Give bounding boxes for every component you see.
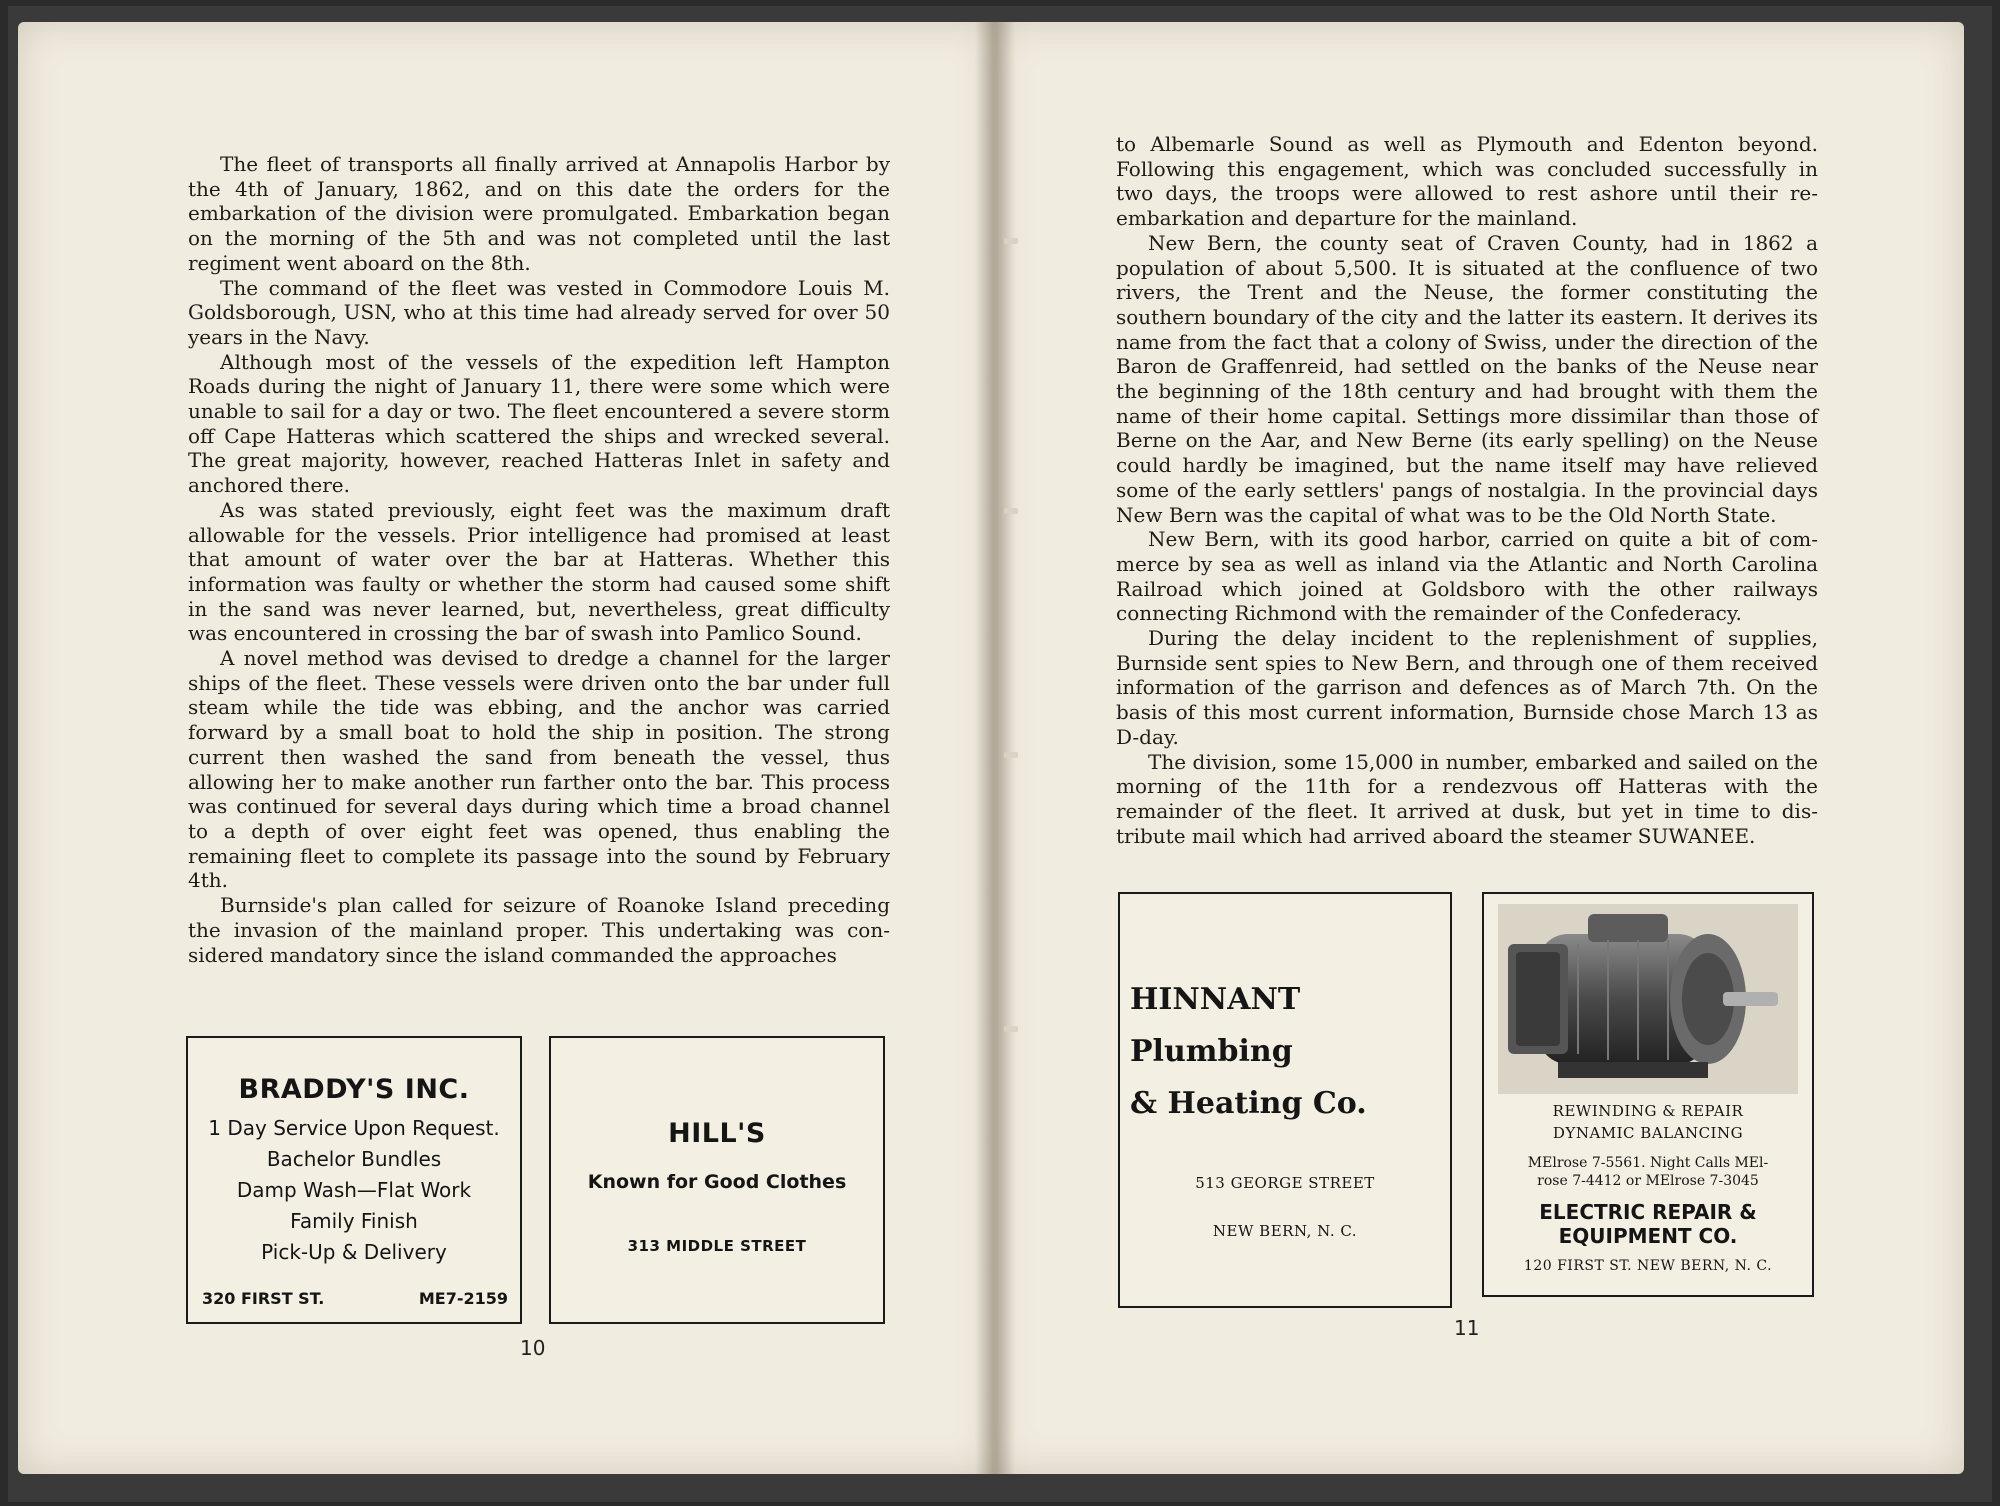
ad-phone: rose 7-4412 or MElrose 7-3045 <box>1537 1173 1759 1189</box>
electric-motor-illustration <box>1498 904 1798 1094</box>
paragraph: to Albemarle Sound as well as Plymouth and Edenton beyond. Following this engagement, which was concluded successfully in two days, the troops were allowed to rest ashore until their reembarkation and departure for the mainland. <box>1116 132 1818 231</box>
paragraph: Although most of the vessels of the expedition left Hampton Roads during the night of January 11, there were some which were unable to sail for a day or two. The fleet encountered a severe storm off Cape Hatteras which scattered the ships and wrecked several. The great majority, however, reached Hatteras Inlet in safety and anchored there. <box>188 349 890 498</box>
page-number: 11 <box>1454 1316 1480 1340</box>
binding-stitch <box>1004 1026 1018 1032</box>
ad-business-name: BRADDY'S INC. <box>238 1074 470 1105</box>
ad-tagline: Known for Good Clothes <box>587 1171 847 1193</box>
ad-city: NEW BERN, N. C. <box>1212 1222 1358 1240</box>
page-number: 10 <box>520 1336 546 1360</box>
paragraph: A novel method was devised to dredge a channel for the larger ships of the fleet. These vessels were driven onto the bar under full steam while the tide was ebbing, and the anchor was carried forward by a small boat to hold the ship in position. The strong current then washed the sand from beneath the vessel, thus allowing her to make another run farther onto the bar. This process was continued for several days during which time a broad channel to a depth of over eight feet was opened, thus enabling the remaining fleet to complete its passage into the sound by February 4th. <box>188 646 890 893</box>
paragraph: The division, some 15,000 in number, embarked and sailed on the morning of the 11th for a rendezvous off Hatteras with the remainder of the fleet. It arrived at dusk, but yet in time to distribute mail which had arrived aboard the steamer SUWANEE. <box>1116 749 1818 848</box>
paragraph: During the delay incident to the replenishment of supplies, Burnside sent spies to New Bern, and through one of them received information of the garrison and defences as of March 7th. On the basis of this most current information, Burnside chose March 13 as D-day. <box>1116 626 1818 749</box>
ad-phone: ME7-2159 <box>418 1289 508 1308</box>
ad-address: 320 FIRST ST. <box>202 1289 325 1308</box>
ad-business-name: ELECTRIC REPAIR & <box>1539 1200 1757 1224</box>
ad-address: 513 GEORGE STREET <box>1195 1174 1375 1192</box>
left-page-text <box>188 152 890 967</box>
hills-ad <box>549 1036 885 1324</box>
ad-address: 313 MIDDLE STREET <box>627 1237 807 1255</box>
paragraph: As was stated previously, eight feet was the maximum draft allowable for the vessels. Prior intelligence had promised at least that amount of water over the bar at Hatteras. Whether this information was faulty or whether the storm had caused some shift in the sand was never learned, but, nevertheless, great difficulty was encountered in crossing the bar of swash into Pamlico Sound. <box>188 497 890 646</box>
ad-business-name: HILL'S <box>668 1118 766 1149</box>
ad-business-name: EQUIPMENT CO. <box>1558 1224 1738 1248</box>
ad-line: Family Finish <box>290 1209 418 1233</box>
ad-address: 120 FIRST ST. NEW BERN, N. C. <box>1523 1258 1773 1274</box>
ad-line: Bachelor Bundles <box>266 1147 442 1171</box>
paragraph: New Bern, with its good harbor, carried on quite a bit of commerce by sea as well as inland via the Atlantic and North Carolina Railroad which joined at Goldsboro with the other railways connecting Richmond with the remainder of the Confederacy. <box>1116 527 1818 626</box>
braddys-ad <box>186 1036 522 1324</box>
ad-service: REWINDING & REPAIR <box>1552 1102 1744 1120</box>
right-page-text <box>1116 132 1818 848</box>
hinnant-ad <box>1118 892 1452 1308</box>
binding-stitch <box>1004 508 1018 514</box>
ad-line: Damp Wash—Flat Work <box>236 1178 472 1202</box>
paragraph: The fleet of transports all finally arrived at Annapolis Harbor by the 4th of January, 1862, and on this date the orders for the embarkation of the division were promulgated. Embarkation began on the morning of the 5th and was not completed until the last regiment went aboard on the 8th. <box>188 152 890 275</box>
binding-stitch <box>1004 752 1018 758</box>
ad-line: 1 Day Service Upon Request. <box>208 1116 500 1140</box>
ad-service: DYNAMIC BALANCING <box>1552 1124 1744 1142</box>
ad-business-name: & Heating Co. <box>1130 1086 1367 1121</box>
paragraph: Burnside's plan called for seizure of Roanoke Island preceding the invasion of the mainland proper. This undertaking was considered mandatory since the island commanded the approaches <box>188 893 890 967</box>
electric-repair-ad <box>1482 892 1814 1297</box>
ad-phone: MElrose 7-5561. Night Calls MEl- <box>1527 1155 1769 1171</box>
paragraph: New Bern, the county seat of Craven County, had in 1862 a population of about 5,500. It is situated at the confluence of two rivers, the Trent and the Neuse, the former constituting the southern boundary of the city and the latter its eastern. It derives its name from the fact that a colony of Swiss, under the direction of the Baron de Graffenreid, had settled on the banks of the Neuse near the beginning of the 18th century and had brought with them the name of their home capital. Settings more dissimilar than those of Berne on the Aar, and New Berne (its early spelling) on the Neuse could hardly be imagined, but the name itself may have relieved some of the early settlers' pangs of nostalgia. In the provincial days New Bern was the capital of what was to be the Old North State. <box>1116 230 1818 527</box>
binding-stitch <box>1004 238 1018 244</box>
ad-line: Pick-Up & Delivery <box>261 1240 447 1264</box>
paragraph: The command of the fleet was vested in Commodore Louis M. Goldsborough, USN, who at this time had already served for over 50 years in the Navy. <box>188 275 890 349</box>
ad-business-name: HINNANT Plumbing <box>1130 982 1301 1069</box>
